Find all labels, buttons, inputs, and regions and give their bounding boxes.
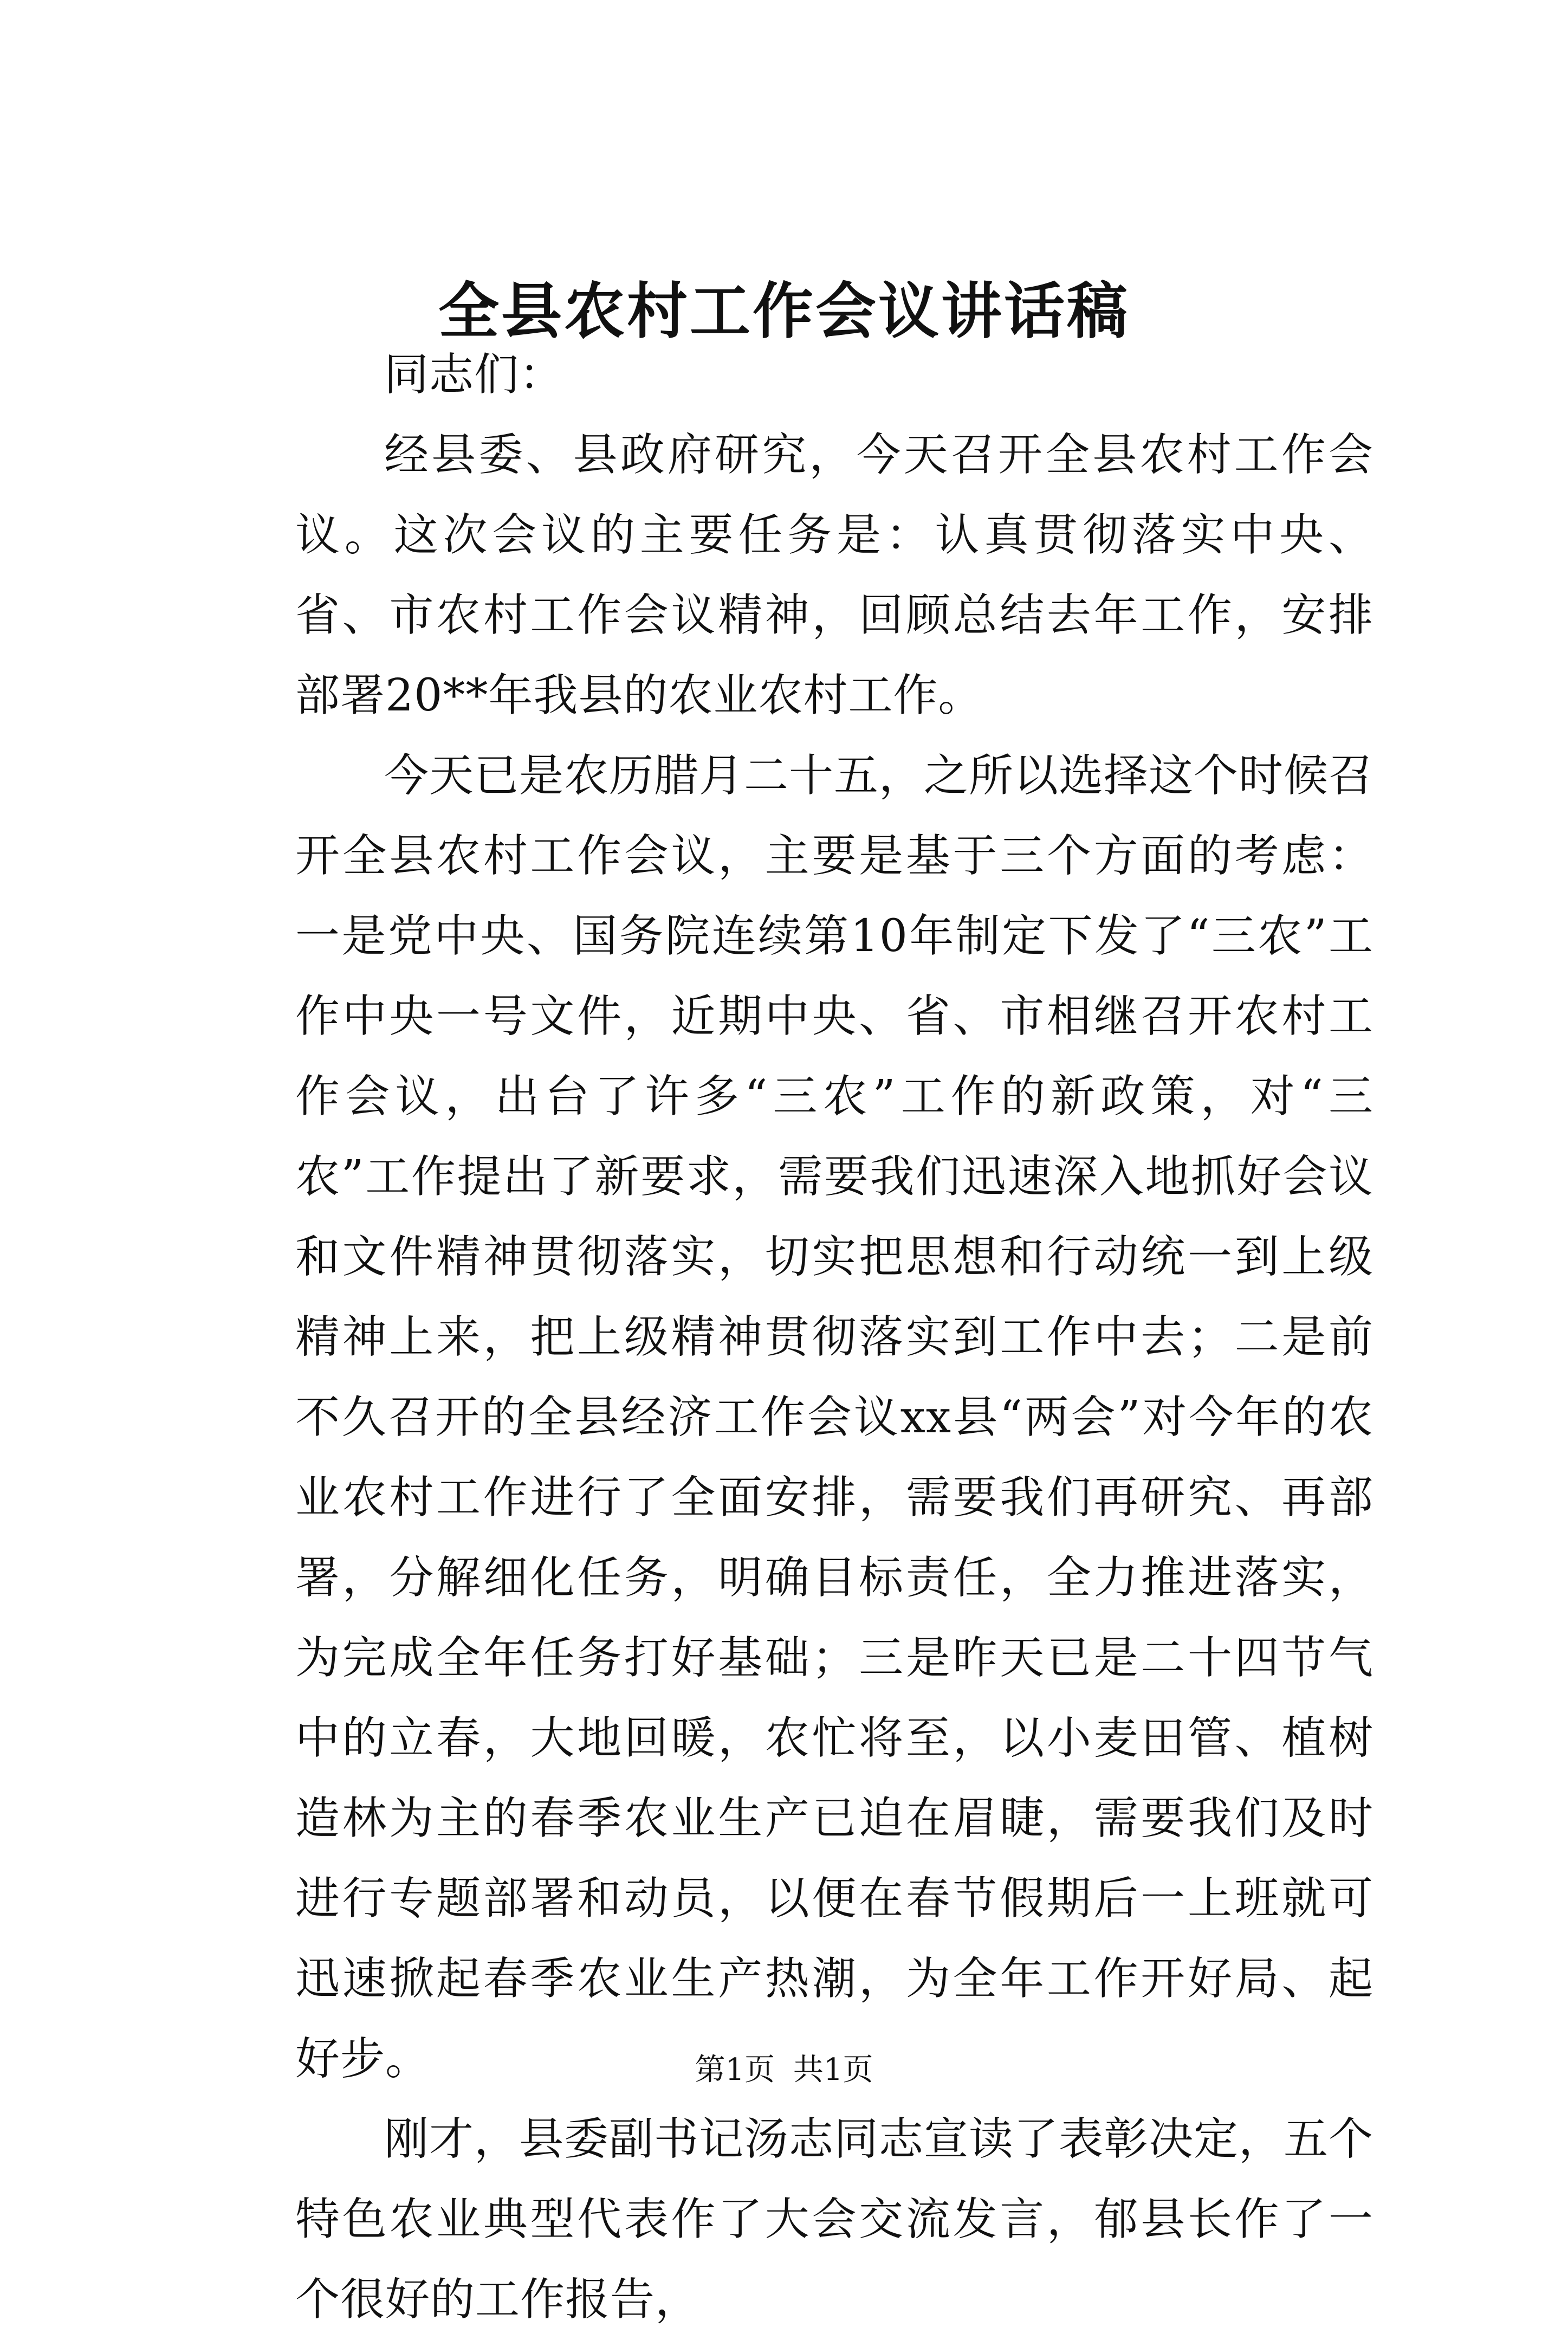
body-paragraph-3: 刚才，县委副书记汤志同志宣读了表彰决定，五个特色农业典型代表作了大会交流发言，郁县长作了一个很好的工作报告，	[295, 2113, 1374, 2325]
page-number: 第1页	[695, 2052, 775, 2087]
page-footer	[0, 2048, 1568, 2092]
salutation-paragraph: 同志们：	[384, 349, 565, 400]
body-paragraph-1: 经县委、县政府研究，今天召开全县农村工作会议。这次会议的主要任务是：认真贯彻落实中央、省、市农村工作会议精神，回顾总结去年工作，安排部署20**年我县的农业农村工作。	[295, 429, 1373, 721]
document-title: 全县农村工作会议讲话稿	[438, 276, 1130, 347]
document-body	[295, 335, 1373, 2340]
body-paragraph-2: 今天已是农历腊月二十五，之所以选择这个时候召开全县农村工作会议，主要是基于三个方面的考虑：一是党中央、国务院连续第10年制定下发了“三农”工作中央一号文件，近期中央、省、市相继召开农村工作会议，出台了许多“三农”工作的新政策，对“三农”工作提出了新要求，需要我们迅速深入地抓好会议和文件精神贯彻落实，切实把思想和行动统一到上级精神上来，把上级精神贯彻落实到工作中去；二是前不久召开的全县经济工作会议xx县“两会”对今年的农业农村工作进行了全面安排，需要我们再研究、再部署，分解细化任务，明确目标责任，全力推进落实，为完成全年任务打好基础；三是昨天已是二十四节气中的立春，大地回暖，农忙将至，以小麦田管、植树造林为主的春季农业生产已迫在眉睫，需要我们及时进行专题部署和动员，以便在春节假期后一上班就可迅速掀起春季农业生产热潮，为全年工作开好局、起好步。	[295, 750, 1374, 2085]
page-total: 共1页	[793, 2052, 873, 2087]
